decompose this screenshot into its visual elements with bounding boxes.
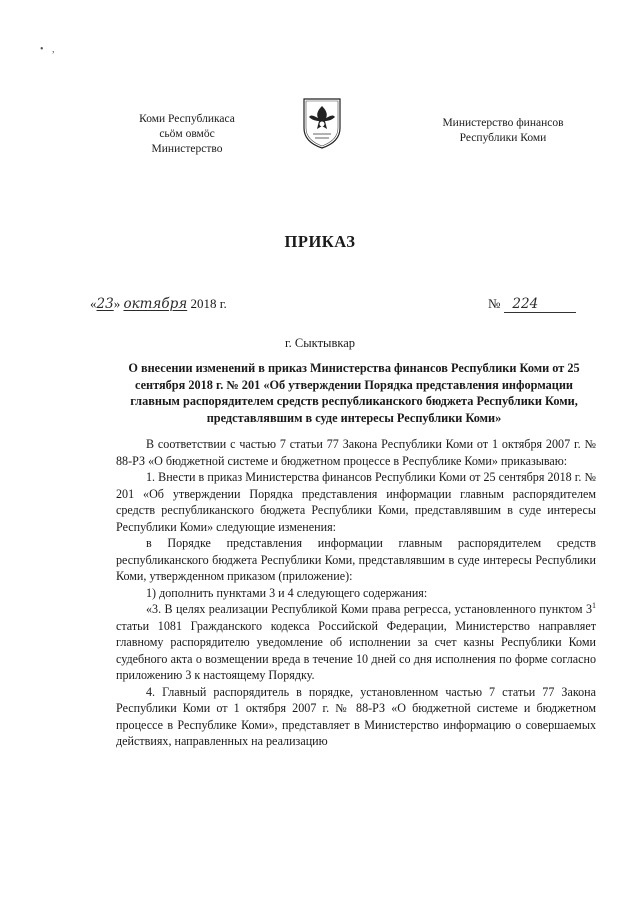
point-3-text-b: статьи 1081 Гражданского кодекса Российской Федерации, Министерство направляет главному распорядителю уведомление об исполнении за счет казны Республики Коми судебного акта о возмещении вреда в течение 10 дней со дня исполнения по форме согласно приложению 3 к настоящему Порядку. [116, 618, 596, 682]
paragraph-point-4: 4. Главный распорядитель в порядке, установленном частью 7 статьи 77 Закона Республики Коми от 1 октября 2007 г. № 88-РЗ «О бюджетной системе и бюджетном процессе в Республике Коми», представляет в Министерство информацию о совершаемых действиях, направленных на реализацию [116, 684, 596, 748]
date-month: октября [123, 296, 188, 312]
paragraph-subitem-1: 1) дополнить пунктами 3 и 4 следующего содержания: [146, 585, 428, 600]
header-left-line-1: Коми Республикаса [139, 113, 235, 125]
order-number [488, 296, 576, 313]
number-label: № [488, 296, 501, 311]
paragraph-preamble: В соответствии с частью 7 статьи 77 Закона Республики Коми от 1 октября 2007 г. № 88-РЗ «О бюджетной системе и бюджетном процессе в Республике Коми» приказываю: [116, 437, 596, 468]
komi-coat-of-arms-icon [301, 96, 343, 150]
corner-mark: • , [40, 44, 58, 55]
date-day: 23 [96, 296, 114, 312]
order-date [90, 296, 227, 312]
date-open-quote: « [90, 296, 97, 311]
header-left-line-3: Министерство [151, 143, 223, 155]
header-right-line-1: Министерство финансов [442, 117, 564, 129]
paragraph-item-1: 1. Внести в приказ Министерства финансов Республики Коми от 25 сентября 2018 г. № 201 «Об утверждении Порядка представления информации главным распорядителем средств республиканского бюджета Республики Коми, представлявшим в суде интересы Республики Коми» следующие изменения: [116, 470, 596, 534]
order-subject: О внесении изменений в приказ Министерства финансов Республики Коми от 25 сентября 2018 г. № 201 «Об утверждении Порядка представления информации главным распорядителем средств республиканского бюджета Республики Коми, представлявшим в суде интересы Республики Коми» [128, 361, 580, 425]
document-title: ПРИКАЗ [284, 232, 356, 251]
date-year: 2018 г. [190, 296, 227, 311]
order-body [116, 436, 596, 750]
point-3-superscript: 1 [592, 600, 596, 610]
city: г. Сыктывкар [284, 336, 356, 350]
date-close-quote: » [113, 296, 121, 311]
paragraph-point-3 [116, 601, 596, 684]
header-left-line-2: сьӧм овмӧс [159, 128, 215, 140]
header-komi-name [112, 112, 262, 157]
header-right-line-2: Республики Коми [459, 132, 547, 144]
header-ministry-name [418, 116, 588, 146]
paragraph-procedure: в Порядке представления информации главным распорядителем средств республиканского бюджета Республики Коми, представлявшим в суде интересы Республики Коми, утвержденном приказом (приложение): [116, 536, 596, 583]
point-3-text-a: «3. В целях реализации Республикой Коми права регресса, установленного пунктом 3 [146, 602, 592, 616]
number-value: 224 [512, 296, 539, 312]
